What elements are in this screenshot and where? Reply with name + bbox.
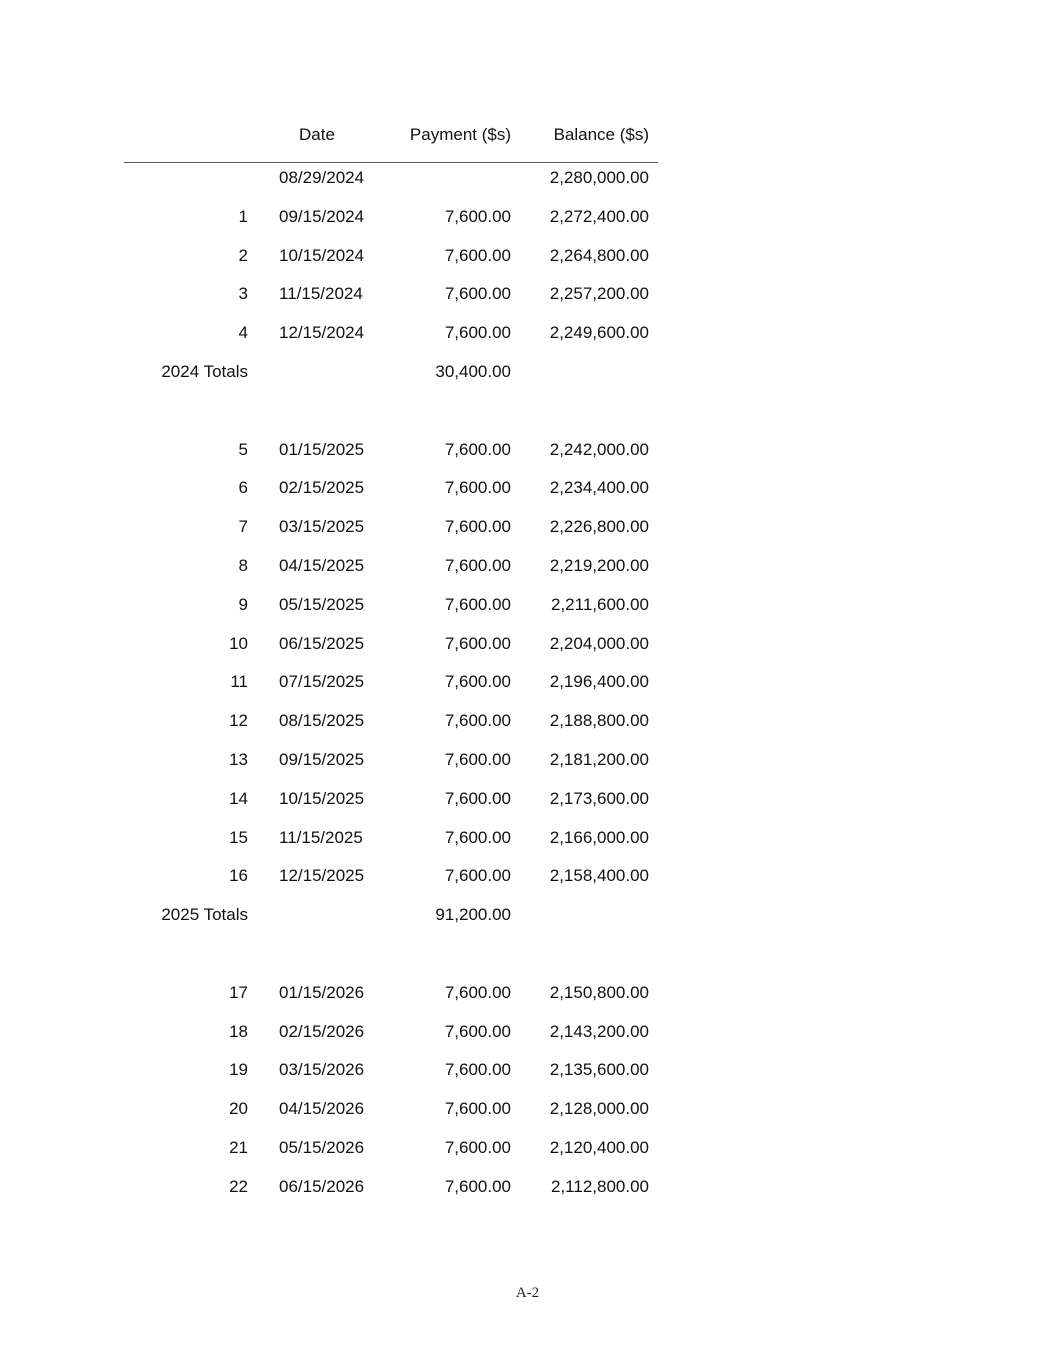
- row-number: 19: [229, 1060, 248, 1080]
- row-balance: 2,120,400.00: [549, 1137, 649, 1157]
- row-balance: 2,226,800.00: [549, 517, 649, 537]
- row-date: 06/15/2026: [279, 1176, 365, 1196]
- table-row: [124, 784, 658, 823]
- row-date: 12/15/2024: [279, 323, 365, 343]
- row-payment: 7,600.00: [444, 1021, 511, 1041]
- row-date: 12/15/2025: [279, 866, 365, 886]
- row-date: 08/29/2024: [279, 168, 365, 187]
- row-payment: 7,600.00: [444, 206, 511, 226]
- row-number: 13: [229, 749, 248, 769]
- row-date: 09/15/2024: [279, 206, 365, 226]
- spacer-row: [124, 396, 658, 435]
- row-balance: 2,242,000.00: [549, 439, 649, 459]
- row-balance: 2,150,800.00: [549, 982, 649, 1002]
- row-payment: 7,600.00: [444, 284, 511, 304]
- row-number: 9: [238, 594, 248, 614]
- table-row: [124, 978, 658, 1017]
- table-row: [124, 629, 658, 668]
- row-date: 11/15/2025: [279, 827, 363, 847]
- table-row: [124, 1094, 658, 1133]
- row-payment: 30,400.00: [435, 361, 511, 381]
- row-payment: 7,600.00: [444, 1137, 511, 1157]
- row-payment: 7,600.00: [444, 982, 511, 1002]
- row-date: 03/15/2026: [279, 1060, 365, 1080]
- row-payment: 7,600.00: [444, 517, 511, 537]
- row-balance: 2,173,600.00: [549, 788, 649, 808]
- row-date: 04/15/2026: [279, 1099, 365, 1119]
- table-row: [124, 861, 658, 900]
- row-payment: 7,600.00: [444, 866, 511, 886]
- totals-row: [124, 900, 658, 939]
- table-row: [124, 202, 658, 241]
- table-header: [124, 117, 658, 163]
- row-number: 15: [229, 827, 248, 847]
- row-payment: 7,600.00: [444, 1099, 511, 1119]
- row-date: 11/15/2024: [279, 284, 363, 304]
- row-balance: 2,196,400.00: [549, 672, 649, 692]
- row-balance: 2,143,200.00: [549, 1021, 649, 1041]
- row-balance: 2,158,400.00: [549, 866, 649, 886]
- row-date: 02/15/2025: [279, 478, 365, 498]
- row-number: 18: [229, 1021, 248, 1041]
- table-row: [124, 512, 658, 551]
- table-row: [124, 435, 658, 474]
- row-balance: 2,188,800.00: [549, 711, 649, 731]
- row-number: 2025 Totals: [161, 905, 248, 925]
- row-balance: 2,249,600.00: [549, 323, 649, 343]
- row-balance: 2,128,000.00: [549, 1099, 649, 1119]
- row-payment: 7,600.00: [444, 1176, 511, 1196]
- row-payment: 7,600.00: [444, 245, 511, 265]
- table-row: [124, 1172, 658, 1211]
- row-number: 11: [230, 672, 248, 692]
- table-row: [124, 318, 658, 357]
- row-balance: 2,219,200.00: [549, 555, 649, 575]
- header-payment: Payment ($s): [409, 125, 511, 144]
- row-number: 3: [238, 284, 248, 304]
- table-row: [124, 241, 658, 280]
- row-date: 07/15/2025: [279, 672, 365, 692]
- row-payment: 7,600.00: [444, 478, 511, 498]
- table-row: [124, 590, 658, 629]
- row-number: 4: [238, 323, 248, 343]
- row-balance: 2,112,800.00: [551, 1176, 649, 1196]
- row-payment: 7,600.00: [444, 633, 511, 653]
- row-payment: 7,600.00: [444, 827, 511, 847]
- row-date: 04/15/2025: [279, 555, 365, 575]
- payment-schedule-table: [124, 117, 658, 1211]
- row-date: 01/15/2025: [279, 439, 365, 459]
- row-number: 8: [238, 555, 248, 575]
- table-row: [124, 163, 658, 202]
- row-date: 08/15/2025: [279, 711, 365, 731]
- row-number: 16: [229, 866, 248, 886]
- table-row: [124, 823, 658, 862]
- row-date: 05/15/2025: [279, 594, 365, 614]
- row-payment: 7,600.00: [444, 749, 511, 769]
- row-balance: 2,135,600.00: [549, 1060, 649, 1080]
- table-row: [124, 706, 658, 745]
- row-number: 5: [238, 439, 248, 459]
- table-row: [124, 279, 658, 318]
- totals-row: [124, 357, 658, 396]
- row-number: 20: [229, 1099, 248, 1119]
- row-payment: 7,600.00: [444, 323, 511, 343]
- table-row: [124, 667, 658, 706]
- row-number: 22: [229, 1176, 248, 1196]
- row-date: 06/15/2025: [279, 633, 365, 653]
- row-date: 10/15/2024: [279, 245, 365, 265]
- row-payment: 7,600.00: [444, 788, 511, 808]
- row-balance: 2,166,000.00: [549, 827, 649, 847]
- page-number: A-2: [515, 1285, 540, 1301]
- row-balance: 2,181,200.00: [549, 749, 649, 769]
- spacer-row: [124, 939, 658, 978]
- row-number: 7: [238, 517, 248, 537]
- row-balance: 2,257,200.00: [549, 284, 649, 304]
- row-number: 12: [229, 711, 248, 731]
- row-number: 21: [229, 1137, 248, 1157]
- row-date: 05/15/2026: [279, 1137, 365, 1157]
- row-number: 2024 Totals: [161, 361, 248, 381]
- table-row: [124, 1133, 658, 1172]
- row-balance: 2,264,800.00: [549, 245, 649, 265]
- table-row: [124, 745, 658, 784]
- row-payment: 91,200.00: [435, 905, 511, 925]
- row-number: 17: [229, 982, 248, 1002]
- header-balance: Balance ($s): [553, 125, 649, 144]
- row-balance: 2,280,000.00: [549, 168, 649, 187]
- row-number: 10: [229, 633, 248, 653]
- row-payment: 7,600.00: [444, 711, 511, 731]
- table-row: [124, 1055, 658, 1094]
- row-payment: 7,600.00: [444, 1060, 511, 1080]
- row-date: 10/15/2025: [279, 788, 365, 808]
- row-payment: 7,600.00: [444, 439, 511, 459]
- row-payment: 7,600.00: [444, 672, 511, 692]
- row-payment: 7,600.00: [444, 555, 511, 575]
- row-date: 09/15/2025: [279, 749, 365, 769]
- row-number: 14: [229, 788, 248, 808]
- row-payment: 7,600.00: [444, 594, 511, 614]
- row-number: 6: [238, 478, 248, 498]
- header-date: Date: [299, 125, 335, 144]
- row-balance: 2,204,000.00: [549, 633, 649, 653]
- table-body: [124, 163, 658, 1211]
- table-row: [124, 473, 658, 512]
- table-row: [124, 551, 658, 590]
- row-balance: 2,234,400.00: [549, 478, 649, 498]
- row-balance: 2,211,600.00: [551, 594, 649, 614]
- row-date: 02/15/2026: [279, 1021, 365, 1041]
- row-date: 01/15/2026: [279, 982, 365, 1002]
- row-number: 2: [238, 245, 248, 265]
- table-row: [124, 1017, 658, 1056]
- row-number: 1: [238, 206, 248, 226]
- row-balance: 2,272,400.00: [549, 206, 649, 226]
- row-date: 03/15/2025: [279, 517, 365, 537]
